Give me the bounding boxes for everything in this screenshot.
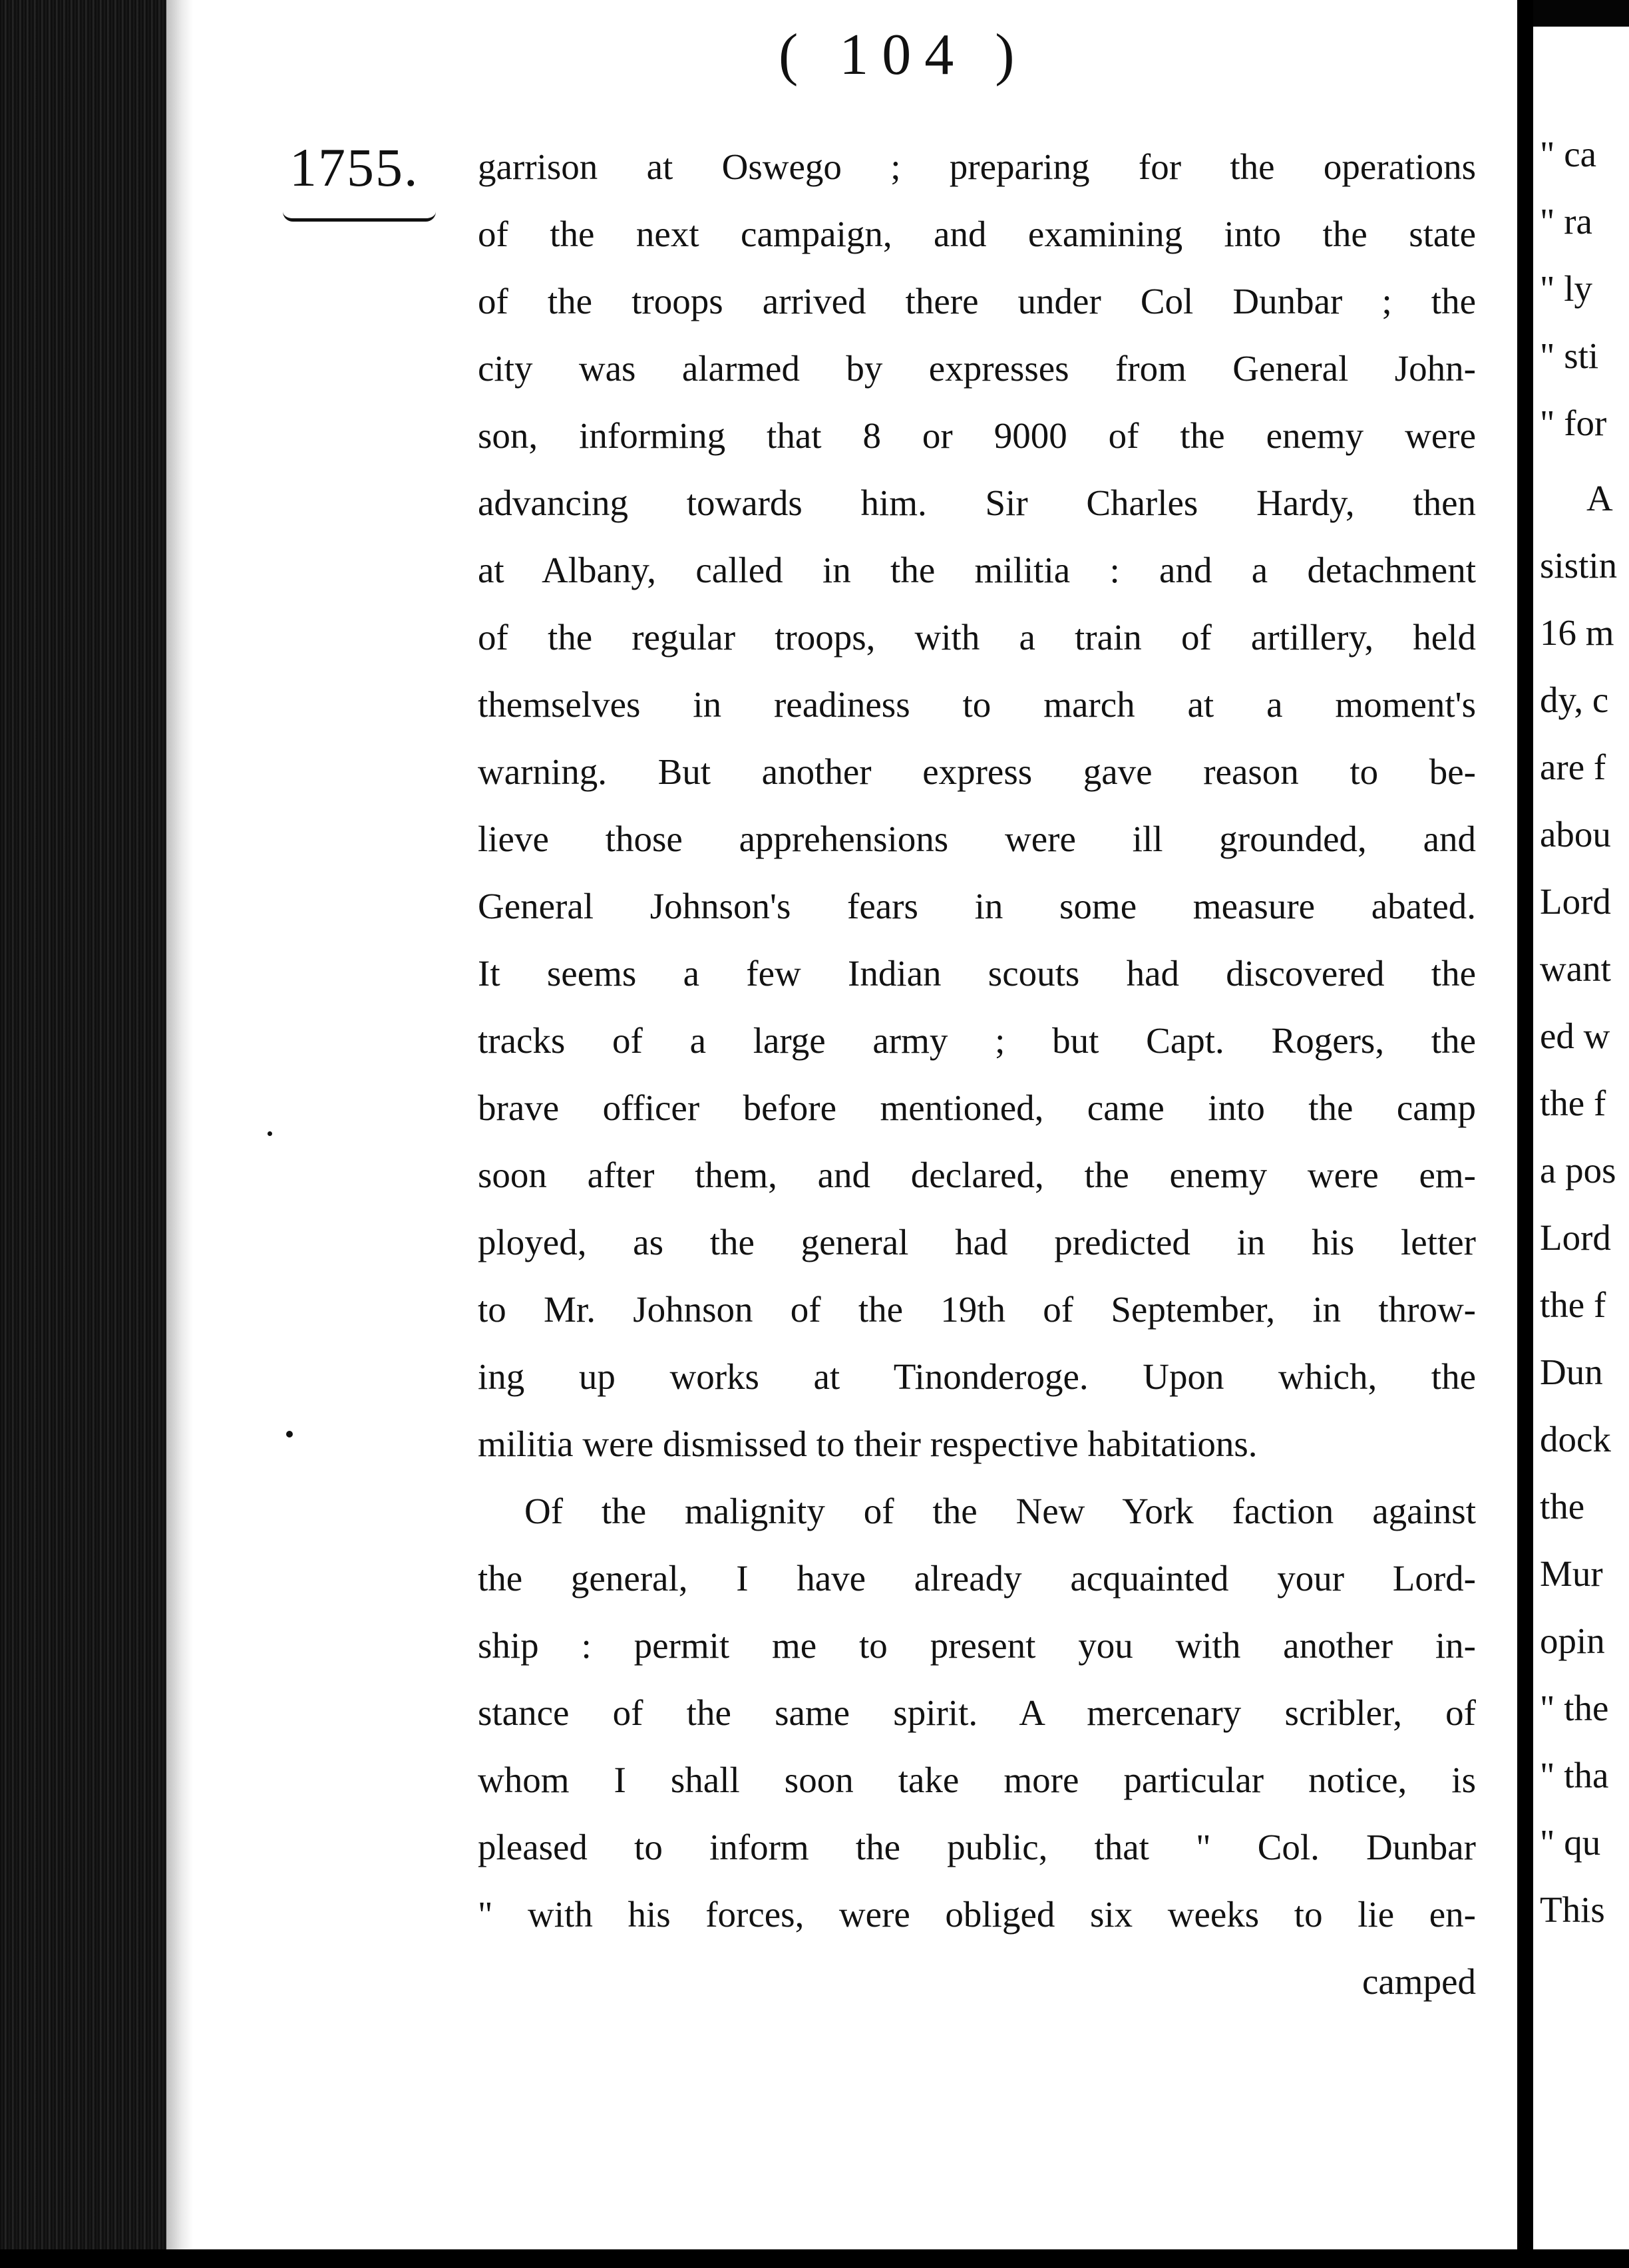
scan-bottom-edge — [0, 2249, 1629, 2268]
next-page-fragment: dy, c — [1540, 679, 1609, 720]
page-number: ( 104 ) — [779, 23, 1028, 87]
next-page-fragment: a pos — [1540, 1150, 1616, 1191]
text-line: ship : permit me to present you with another in- — [478, 1625, 1476, 1666]
text-line: to Mr. Johnson of the 19th of September, in throw- — [478, 1289, 1476, 1330]
next-page-fragment: Mur — [1540, 1553, 1603, 1594]
text-line: militia were dismissed to their respective habitations. — [478, 1423, 1258, 1464]
text-line: warning. But another express gave reason to be- — [478, 751, 1476, 792]
text-line: of the regular troops, with a train of artillery, held — [478, 617, 1476, 658]
next-page-fragment: dock — [1540, 1419, 1611, 1459]
text-line: ing up works at Tinonderoge. Upon which, the — [478, 1356, 1476, 1397]
next-page-fragment: Lord — [1540, 881, 1611, 922]
next-page-fragment: " the — [1540, 1688, 1609, 1728]
text-line: tracks of a large army ; but Capt. Rogers, the — [478, 1020, 1476, 1061]
next-page-fragment: ed w — [1540, 1016, 1610, 1056]
text-line: brave officer before mentioned, came into the camp — [478, 1087, 1476, 1128]
next-page-fragment: abou — [1540, 814, 1611, 854]
text-line: pleased to inform the public, that " Col. Dunbar — [478, 1827, 1476, 1867]
center-gutter — [1517, 0, 1533, 2268]
text-line: stance of the same spirit. A mercenary scribler, of — [478, 1692, 1476, 1733]
text-line: of the troops arrived there under Col Dunbar ; the — [478, 281, 1476, 321]
text-line: advancing towards him. Sir Charles Hardy, then — [478, 482, 1476, 523]
year-flourish — [283, 212, 436, 222]
next-page-fragment: " tha — [1540, 1755, 1609, 1796]
text-line: lieve those apprehensions were ill grounded, and — [478, 819, 1476, 859]
next-page-fragment: " sti — [1540, 335, 1599, 376]
text-line: themselves in readiness to march at a moment's — [478, 684, 1476, 725]
next-page-fragment: the f — [1540, 1284, 1606, 1325]
next-page-fragment: the f — [1540, 1083, 1606, 1123]
ink-speck — [286, 1431, 293, 1437]
next-page-fragment: Lord — [1540, 1217, 1611, 1258]
book-gutter — [0, 0, 166, 2268]
next-page-fragment: " ly — [1540, 268, 1592, 309]
text-line: city was alarmed by expresses from General John- — [478, 348, 1476, 389]
text-line: the general, I have already acquainted your Lord- — [478, 1558, 1476, 1599]
text-line: whom I shall soon take more particular notice, is — [478, 1760, 1476, 1800]
body-text — [478, 133, 1476, 2015]
next-page-fragment: " for — [1540, 403, 1607, 443]
text-line: at Albany, called in the militia : and a detachment — [478, 550, 1476, 590]
text-line: It seems a few Indian scouts had discovered the — [478, 953, 1476, 994]
next-page-fragment: the — [1540, 1486, 1585, 1527]
next-page-fragment: " ca — [1540, 134, 1597, 174]
text-line: garrison at Oswego ; preparing for the operations — [478, 146, 1476, 187]
next-page-fragment: sistin — [1540, 545, 1618, 586]
text-line: " with his forces, were obliged six weeks to lie en- — [478, 1894, 1476, 1935]
next-page-fragment: Dun — [1540, 1352, 1603, 1392]
next-page-fragment: 16 m — [1540, 612, 1614, 653]
page-edge-shadow — [166, 0, 193, 2249]
next-page-edge — [1533, 27, 1629, 2268]
next-page-fragment: This — [1540, 1889, 1605, 1930]
ink-speck — [268, 1131, 272, 1136]
next-page-fragment: " ra — [1540, 201, 1592, 242]
text-line: of the next campaign, and examining into the state — [478, 214, 1476, 254]
text-line: General Johnson's fears in some measure abated. — [478, 886, 1476, 926]
next-page-fragment: opin — [1540, 1620, 1605, 1661]
next-page-fragment: are f — [1540, 747, 1606, 787]
text-line: son, informing that 8 or 9000 of the enemy were — [478, 415, 1476, 456]
catchword: camped — [1361, 1961, 1476, 2002]
paragraph-start-line: Of the malignity of the New York faction against — [524, 1491, 1476, 1531]
text-line: ployed, as the general had predicted in his letter — [478, 1222, 1476, 1262]
next-page-fragment: " qu — [1540, 1822, 1601, 1863]
margin-year: 1755. — [289, 137, 419, 198]
next-page-fragment: A — [1586, 478, 1613, 518]
next-page-fragment: want — [1540, 948, 1611, 989]
text-line: soon after them, and declared, the enemy were em- — [478, 1155, 1476, 1195]
